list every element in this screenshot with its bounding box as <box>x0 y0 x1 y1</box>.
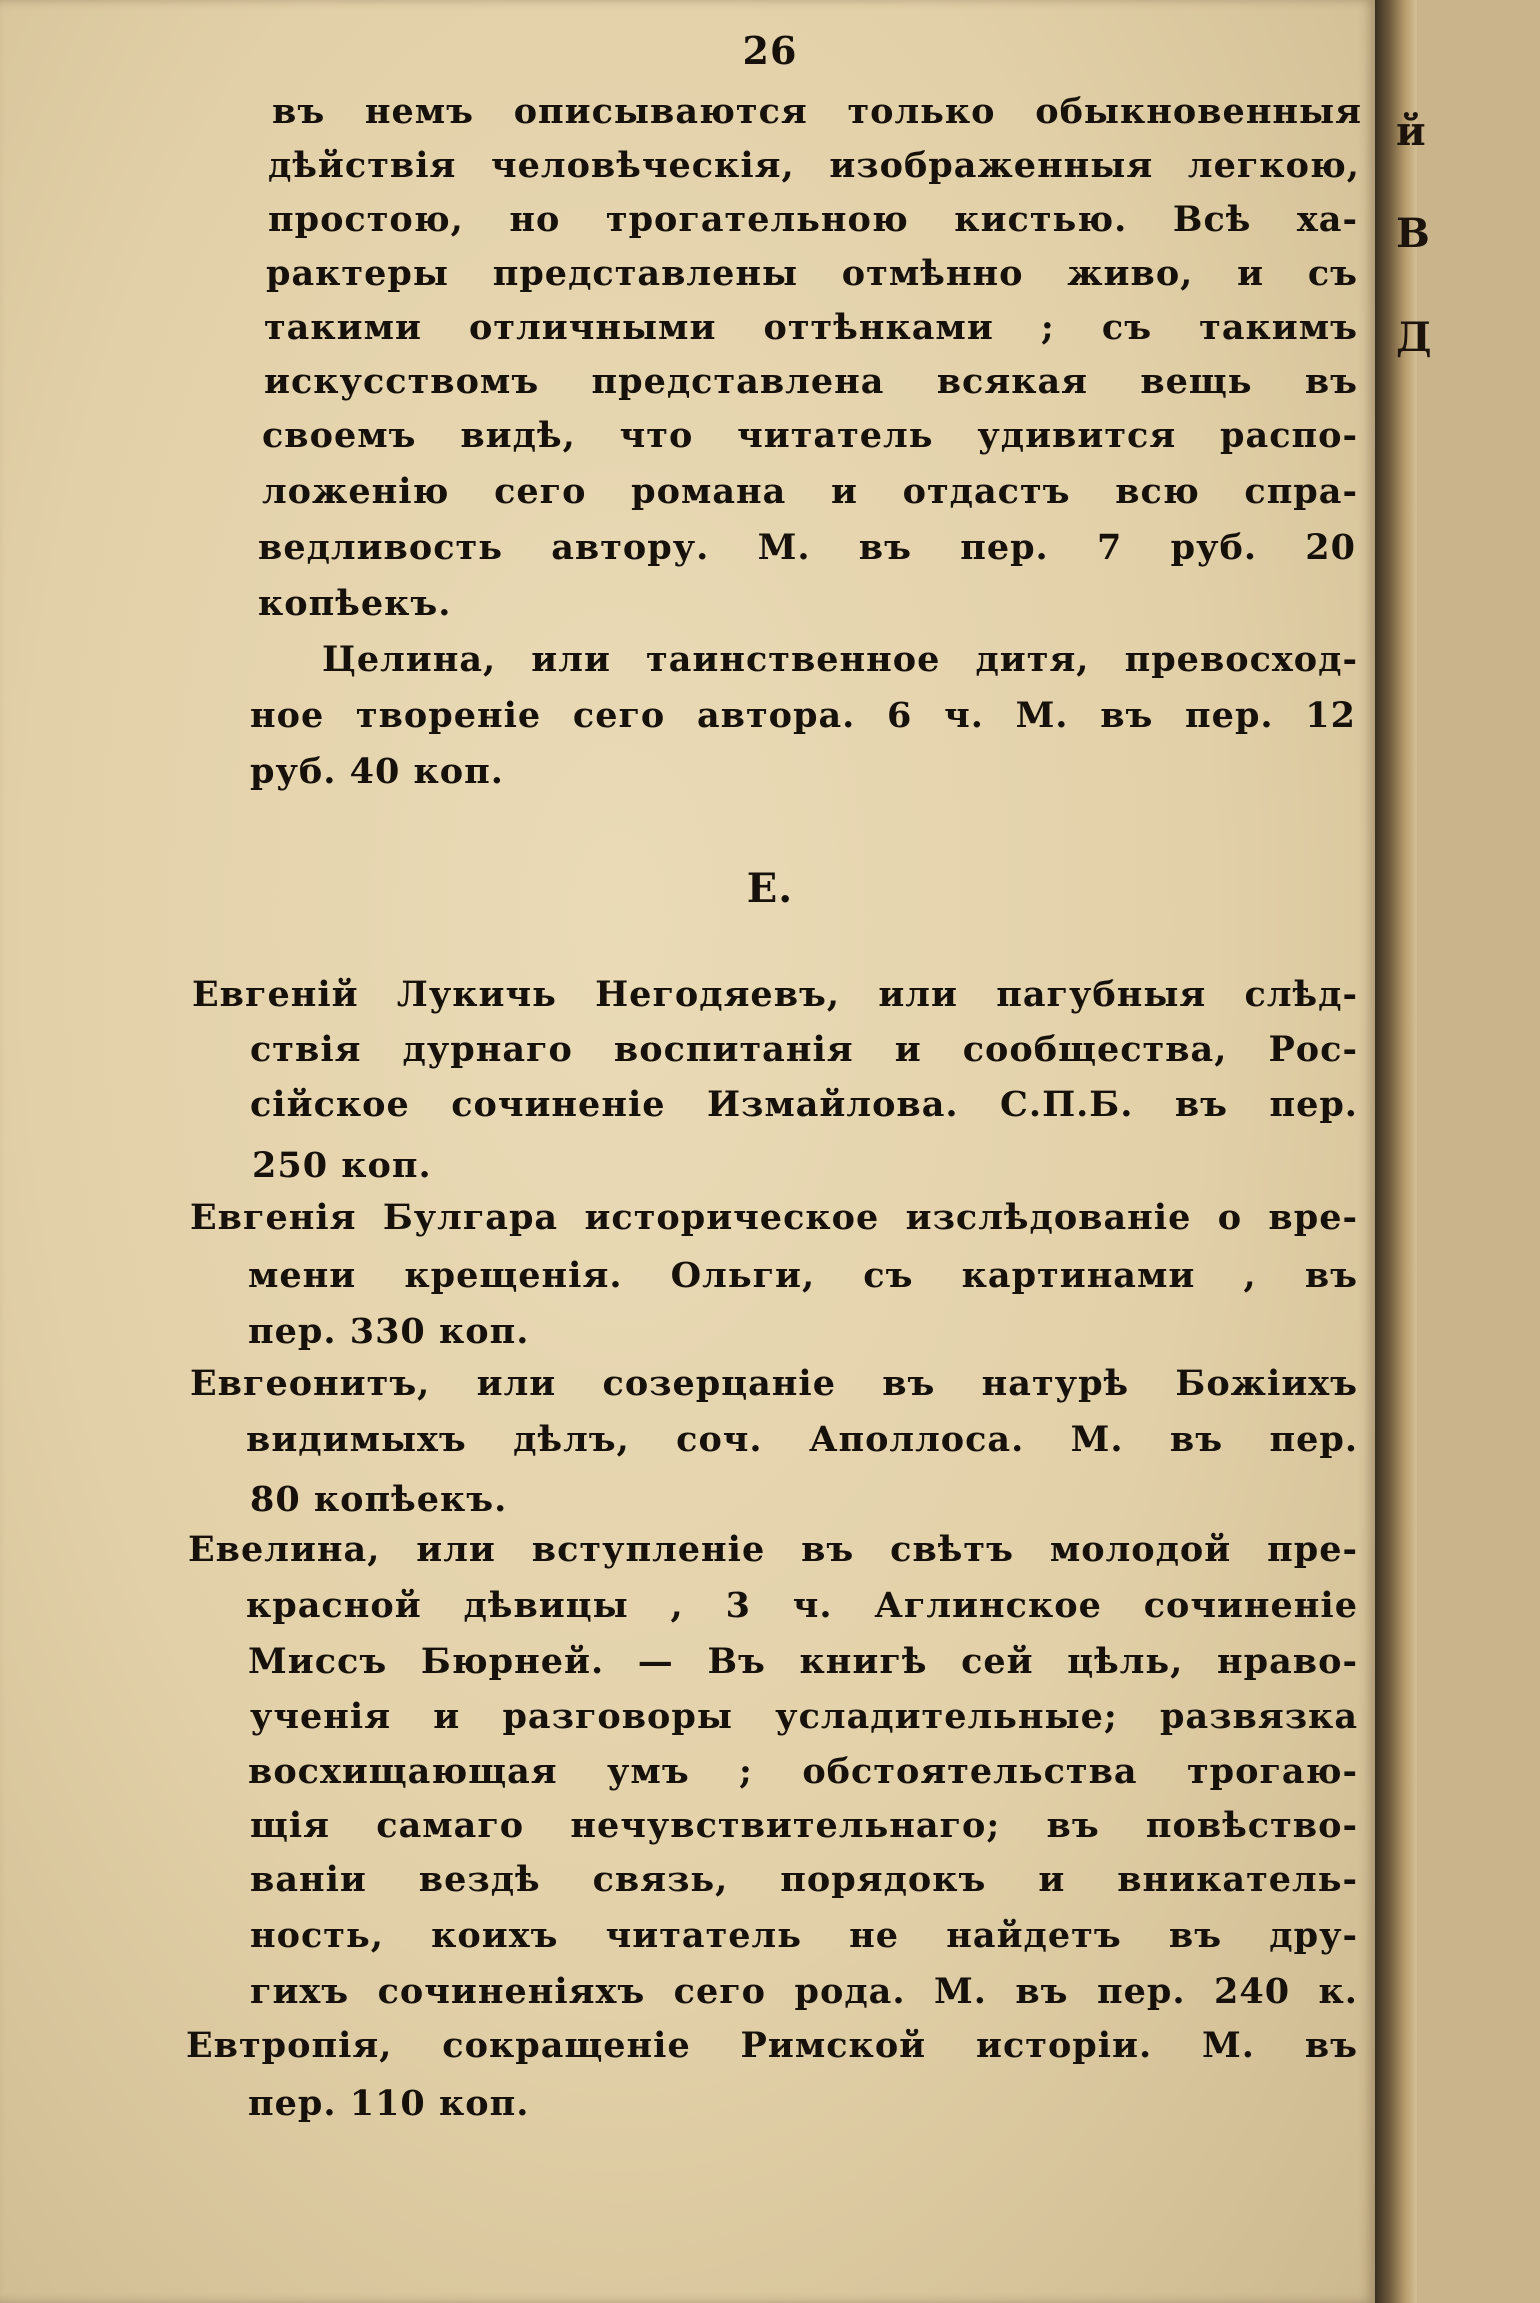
text-line: восхищающая умъ ; обстоятельства трогаю- <box>248 1751 1358 1792</box>
text-line: дѣйствія человѣческія, изображенныя легкою, <box>268 145 1360 186</box>
text-line: ность, коихъ читатель не найдетъ въ дру- <box>250 1915 1358 1956</box>
text-line: въ немъ описываются только обыкновенныя <box>272 91 1362 132</box>
text-line: мени крещенія. Ольги, съ картинами , въ <box>248 1255 1358 1296</box>
text-line: ное твореніе сего автора. 6 ч. М. въ пер. 12 <box>250 695 1356 736</box>
text-line: видимыхъ дѣлъ, соч. Аполлоса. М. въ пер. <box>246 1419 1358 1460</box>
section-heading: Е. <box>746 865 794 912</box>
text-line: Евтропія, сокращеніе Римской исторіи. М. въ <box>186 2025 1358 2066</box>
adjacent-page-letter: В <box>1396 210 1430 257</box>
text-line: ученія и разговоры усладительные; развязка <box>250 1696 1358 1737</box>
text-line: Евгеонитъ, или созерцаніе въ натурѣ Божіихъ <box>190 1363 1358 1404</box>
text-line: ложенію сего романа и отдастъ всю спра- <box>262 471 1358 512</box>
text-line: руб. 40 коп. <box>250 751 504 792</box>
text-line: своемъ видѣ, что читатель удивится распо- <box>262 415 1358 456</box>
text-line: ведливость автору. М. въ пер. 7 руб. 20 <box>258 527 1356 568</box>
text-line: Миссъ Бюрней. — Въ книгѣ сей цѣль, нраво- <box>248 1641 1358 1682</box>
adjacent-page-letter: й <box>1396 108 1426 155</box>
text-line: копѣекъ. <box>258 583 452 624</box>
text-line: пер. 330 коп. <box>248 1311 530 1352</box>
text-line: красной дѣвицы , 3 ч. Аглинское сочиненіе <box>246 1585 1358 1626</box>
text-line: такими отличными оттѣнками ; съ такимъ <box>264 307 1358 348</box>
text-line: щія самаго нечувствительнаго; въ повѣство- <box>250 1805 1358 1846</box>
text-line: гихъ сочиненіяхъ сего рода. М. въ пер. 240 к. <box>250 1971 1358 2012</box>
text-line: 80 копѣекъ. <box>250 1479 508 1520</box>
text-line: искусствомъ представлена всякая вещь въ <box>264 361 1358 402</box>
text-line: ваніи вездѣ связь, порядокъ и вникатель- <box>250 1859 1358 1900</box>
text-line: сійское сочиненіе Измайлова. С.П.Б. въ пер. <box>250 1084 1358 1125</box>
text-line: простою, но трогательною кистью. Всѣ ха- <box>268 199 1358 240</box>
text-line: Целина, или таинственное дитя, превосход- <box>322 639 1358 680</box>
page-number: 26 <box>742 28 798 73</box>
text-line: рактеры представлены отмѣнно живо, и съ <box>266 253 1358 294</box>
text-line: Евелина, или вступленіе въ свѣтъ молодой пре- <box>188 1529 1358 1570</box>
adjacent-page-letter: Д <box>1396 314 1432 361</box>
text-line: пер. 110 коп. <box>248 2083 530 2124</box>
text-line: Евгеній Лукичь Негодяевъ, или пагубныя слѣд- <box>192 974 1358 1015</box>
text-line: 250 коп. <box>252 1145 432 1186</box>
text-line: ствія дурнаго воспитанія и сообщества, Рос- <box>250 1029 1358 1070</box>
text-line: Евгенія Булгара историческое изслѣдованіе о вре- <box>190 1197 1358 1238</box>
